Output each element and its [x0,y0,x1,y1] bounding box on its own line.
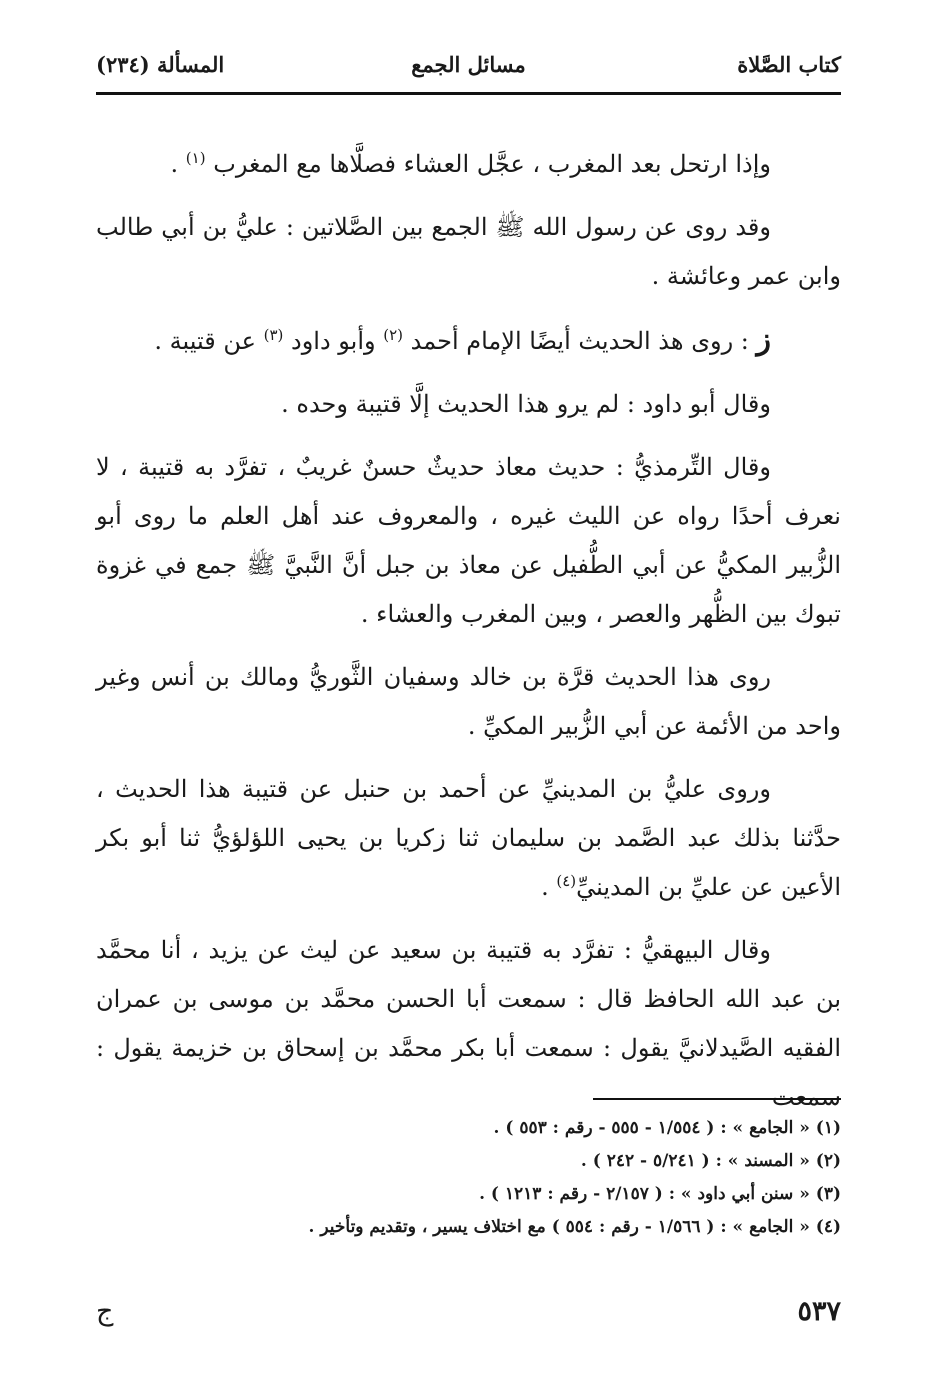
page-number: ٥٣٧ [797,1296,841,1327]
zawaid-mark: ز [756,322,771,357]
footnote-ref-1[interactable]: (١) [185,149,206,167]
main-text [96,140,841,1136]
printer-signature: ج [96,1296,114,1327]
paragraph-7: وروى عليُّ بن المدينيِّ عن أحمد بن حنبل عن قتيبة هذا الحديث ، حدَّثنا بذلك عبد الصَّمد بن سليمان ثنا زكريا بن يحيى اللؤلؤيُّ ثنا أبو بكر الأعين عن عليِّ بن المدينيِّ$^{(٤)}$ . [96,775,841,901]
footnotes [96,1112,841,1244]
running-header [96,52,841,82]
footnote-4: (٤) « الجامع » : ( ١/٥٦٦ - رقم : ٥٥٤ ) مع اختلاف يسير ، وتقديم وتأخير . [308,1217,841,1237]
paragraph-4: وقال أبو داود : لم يرو هذا الحديث إلَّا قتيبة وحده . [281,390,771,418]
header-divider [96,92,841,95]
header-section-title: مسائل الجمع [411,52,526,77]
footnote-ref-3[interactable]: (٣) [263,326,284,344]
paragraph-5: وقال التِّرمذيُّ : حديث معاذ حديثٌ حسنٌ غريبٌ ، تفرَّد به قتيبة ، لا نعرف أحدًا رواه عن الليث غيره ، والمعروف عند أهل العلم ما روى أبو الزُّبير المكيُّ عن أبي الطُّفيل عن معاذ بن جبل أنَّ النَّبيَّ ﷺ جمع في غزوة تبوك بين الظُّهر والعصر ، وبين المغرب والعشاء . [96,453,841,628]
paragraph-8: وقال البيهقيُّ : تفرَّد به قتيبة بن سعيد عن ليث عن يزيد ، أنا محمَّد بن عبد الله الحافظ قال : سمعت أبا الحسن محمَّد بن موسى بن عمران الفقيه الصَّيدلانيَّ يقول : سمعت أبا بكر محمَّد بن إسحاق بن خزيمة يقول : سمعت [96,936,841,1111]
paragraph-6: روى هذا الحديث قرَّة بن خالد وسفيان الثَّوريُّ ومالك بن أنس وغير واحد من الأئمة عن أبي الزُّبير المكيِّ . [96,663,841,740]
footnote-2: (٢) « المسند » : ( ٥/٢٤١ - ٢٤٢ ) . [580,1151,841,1171]
footnote-ref-4[interactable]: (٤) [556,872,577,890]
header-book-title: كتاب الصَّلاة [737,52,841,77]
paragraph-2: وقد روى عن رسول الله ﷺ الجمع بين الصَّلاتين : عليُّ بن أبي طالب وابن عمر وعائشة . [96,213,841,290]
footnote-1: (١) « الجامع » : ( ١/٥٥٤ - ٥٥٥ - رقم : ٥٥٣ ) . [493,1118,841,1138]
paragraph-1: وإذا ارتحل بعد المغرب ، عجَّل العشاء فصلَّاها مع المغرب $^{(١)}$ . [170,149,771,178]
paragraph-3: ز : روى هذ الحديث أيضًا الإمام أحمد $^{(٢)}$ وأبو داود $^{(٣)}$ عن قتيبة . [154,322,771,357]
footnote-divider [593,1098,841,1100]
footnote-3: (٣) « سنن أبي داود » : ( ٢/١٥٧ - رقم : ١٢١٣ ) . [479,1184,841,1204]
header-issue-number: المسألة (٢٣٤) [96,52,225,77]
footnote-ref-2[interactable]: (٢) [383,326,404,344]
